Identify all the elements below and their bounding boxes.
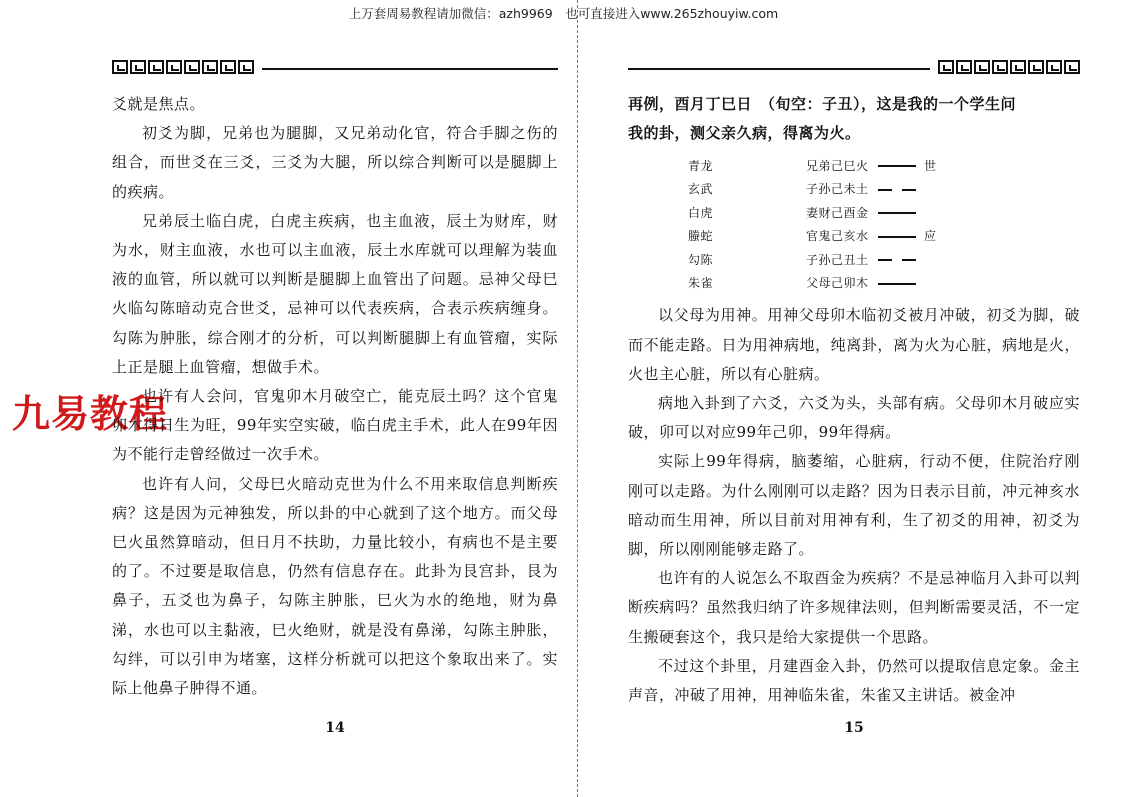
line-mark: 应 [924,229,937,244]
solid-yao-icon [878,165,916,167]
six-spirit-label: 朱雀 [688,276,714,291]
paragraph: 也许有的人说怎么不取酉金为疾病？不是忌神临月入卦可以判断疾病吗？虽然我归纳了许多规律法则，但判断需要灵活，不一定生搬硬套这个，我只是给大家提供一个思路。 [628,569,1080,646]
line-label: 子孙己丑土 [806,252,869,267]
paragraph: 爻就是焦点。 [112,95,206,113]
solid-yao-icon [878,236,916,238]
paragraph: 也许有人会问，官鬼卯木月破空亡，能克辰土吗？这个官鬼卯木得日生为旺，99年实空实破，临白虎主手术，此人在99年因为不能行走曾经做过一次手术。 [112,387,558,464]
example-intro [628,90,1080,119]
hexagram-chart [688,154,988,295]
line-label: 父母己卯木 [806,276,869,291]
six-spirit-label: 螣蛇 [688,229,714,244]
top-banner-text: 上万套周易教程请加微信：azh9969 也可直接进入www.265zhouyiw.com [348,6,779,21]
paragraph: 病地入卦到了六爻，六爻为头，头部有病。父母卯木月破应实破，卯可以对应99年己卯，99年得病。 [628,394,1080,442]
paragraph: 也许有人问，父母巳火暗动克世为什么不用来取信息判断疾病？这是因为元神独发，所以卦的中心就到了这个地方。而父母巳火虽然算暗动，但日月不扶助，力量比较小，有病也不是主要的了。不过要是取信息，仍然有信息存在。此卦为艮宫卦，艮为鼻子，五爻也为鼻子，勾陈主肿胀，巳火为水的绝地，财为鼻涕，水也可以主黏液，巳火绝财，就是没有鼻涕，勾陈主肿胀，勾绊，可以引申为堵塞，这样分析就可以把这个象取出来了。实际上他鼻子肿得不通。 [112,474,558,698]
solid-yao-icon [878,212,916,214]
example-intro-line2: 我的卦，测父亲久病，得离为火。 [628,124,861,143]
left-page [112,60,558,780]
page-number: 14 [325,720,345,736]
example-intro-line1: 再例，酉月丁巳日 （旬空：子丑），这是我的一个学生问 [628,95,1017,113]
page-number: 15 [844,720,864,736]
example-intro [628,119,1080,148]
six-spirit-label: 白虎 [688,205,714,220]
header-ornament-icon [938,60,1080,78]
paragraph: 以父母为用神。用神父母卯木临初爻被月冲破，初爻为脚，破而不能走路。日为用神病地，纯离卦，离为火为心脏，病地是火，火也主心脏，所以有心脏病。 [628,306,1080,383]
paragraph: 兄弟辰土临白虎，白虎主疾病，也主血液，辰土为财库，财为水，财主血液，水也可以主血液，辰土水库就可以理解为装血液的血管，所以就可以判断是腿脚上血管出了问题。忌神父母巳火临勾陈暗动克合世爻，忌神可以代表疾病，合表示疾病缠身。勾陈为肿胀，综合刚才的分析，可以判断腿脚上有血管瘤，实际上正是腿上血管瘤，想做手术。 [112,211,558,376]
solid-yao-icon [878,283,916,285]
six-spirit-label: 勾陈 [688,252,714,267]
header-rule [628,68,930,70]
broken-yao-icon [878,259,916,261]
line-label: 妻财己酉金 [806,205,869,220]
right-page-body [628,90,1080,710]
line-mark: 世 [924,158,937,173]
line-label: 兄弟己巳火 [806,158,869,173]
six-spirit-label: 青龙 [688,158,714,173]
left-page-body [112,90,558,703]
right-page [628,60,1080,780]
paragraph: 实际上99年得病，脑萎缩，心脏病，行动不便，住院治疗刚刚可以走路。为什么刚刚可以走路？因为日表示目前，冲元神亥水暗动而生用神，所以目前对用神有利，生了初爻的用神，初爻为脚，所以刚刚能够走路了。 [628,452,1080,559]
line-label: 官鬼己亥水 [806,229,869,244]
broken-yao-icon [878,189,916,191]
top-banner [0,4,1127,26]
hexagram-line [688,272,988,296]
line-label: 子孙己未土 [806,182,869,197]
watermark-logo: 九易教程 [12,392,169,436]
page-gutter [577,0,580,797]
header-ornament-icon [112,60,254,78]
header-rule [262,68,558,70]
six-spirit-label: 玄武 [688,182,714,197]
paragraph: 不过这个卦里，月建酉金入卦，仍然可以提取信息定象。金主声音，冲破了用神，用神临朱雀，朱雀又主讲话。被金冲 [628,656,1080,705]
paragraph: 初爻为脚，兄弟也为腿脚，又兄弟动化官，符合手脚之伤的组合，而世爻在三爻，三爻为大腿，所以综合判断可以是腿脚上的疾病。 [112,124,558,201]
